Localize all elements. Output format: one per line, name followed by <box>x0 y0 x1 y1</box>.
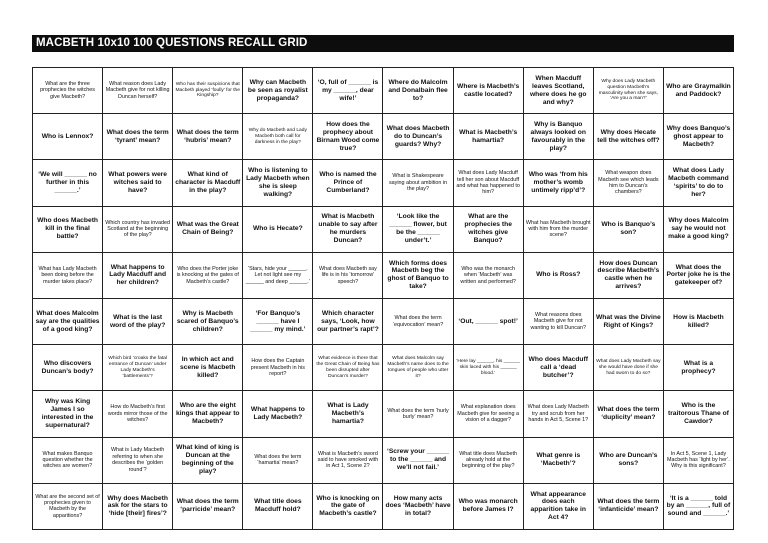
question-cell: What does Lady Macduff tell her son about Macduff and what has happened to him? <box>454 160 524 206</box>
question-cell: What are the three prophecies the witches give Macbeth? <box>33 68 103 114</box>
question-cell: Why does Malcolm say he would not make a good king? <box>664 207 734 253</box>
question-cell: What does the Porter joke he is the gatekeeper of? <box>664 253 734 299</box>
question-cell: How many acts does ‘Macbeth’ have in total? <box>383 484 453 530</box>
question-cell: What does the term ‘parricide’ mean? <box>173 484 243 530</box>
question-cell: In Act 5, Scene 1, Lady Macbeth has ‘light by her’. Why is this significant? <box>664 438 734 484</box>
question-cell: What does Macbeth do to Duncan’s guards? Why? <box>383 114 453 160</box>
question-cell: What does Lady Macbeth command ‘spirits’ to do to her? <box>664 160 734 206</box>
question-cell: What does the term ‘hamartia’ mean? <box>243 438 313 484</box>
question-cell: What does the term ‘duplicity’ mean? <box>594 391 664 437</box>
question-cell: What does the term ‘tyrant’ mean? <box>103 114 173 160</box>
question-cell: Who are the eight kings that appear to Macbeth? <box>173 391 243 437</box>
question-cell: What does Malcolm say are the qualities of a good king? <box>33 299 103 345</box>
question-cell: Why do Macbeth and Lady Macbeth both call for darkness in the play? <box>243 114 313 160</box>
question-cell: What is Macbeth’s sword said to have smoked with in Act 1, Scene 2? <box>313 438 383 484</box>
question-cell: ‘Out, ______ spot!’ <box>454 299 524 345</box>
question-cell: Why can Macbeth be seen as royalist propaganda? <box>243 68 313 114</box>
question-cell: Who is the traitorous Thane of Cawdor? <box>664 391 734 437</box>
question-cell: What does Lady Macbeth try and scrub from her hands in Act 5, Scene 1? <box>524 391 594 437</box>
question-cell: What does the term ‘equivocation’ mean? <box>383 299 453 345</box>
question-cell: How do Macbeth’s first words mirror those of the witches? <box>103 391 173 437</box>
question-cell: What has Macbeth brought with him from the murder scene? <box>524 207 594 253</box>
question-cell: How does the prophecy about Birnam Wood come true? <box>313 114 383 160</box>
question-cell: When Macduff leaves Scotland, where does he go and why? <box>524 68 594 114</box>
question-cell: What appearance does each apparition take in Act 4? <box>524 484 594 530</box>
question-cell: ‘O, full of ______ is my ______, dear wife!’ <box>313 68 383 114</box>
question-cell: Why does Hecate tell the witches off? <box>594 114 664 160</box>
question-cell: Who discovers Duncan’s body? <box>33 345 103 391</box>
question-cell: What is Lady Macbeth referring to when she describes the ‘golden round’? <box>103 438 173 484</box>
question-cell: Who is listening to Lady Macbeth when she is sleep walking? <box>243 160 313 206</box>
question-cell: Which character says, ‘Look, how our partner’s rapt’? <box>313 299 383 345</box>
question-cell: ‘For Banquo’s ______ have I ______ my mind.’ <box>243 299 313 345</box>
question-cell: What does Macbeth say life is in his ‘tomorrow’ speech? <box>313 253 383 299</box>
question-cell: Who are Duncan’s sons? <box>594 438 664 484</box>
question-cell: What was the Great Chain of Being? <box>173 207 243 253</box>
question-cell: Why is Macbeth scared of Banquo’s children? <box>173 299 243 345</box>
question-cell: What is Lady Macbeth’s hamartia? <box>313 391 383 437</box>
question-cell: What is Shakespeare saying about ambition in the play? <box>383 160 453 206</box>
question-cell: What is the last word of the play? <box>103 299 173 345</box>
question-cell: What evidence is there that the Great Chain of Being has been disrupted after Duncan’s murder? <box>313 345 383 391</box>
question-cell: Who is Banquo’s son? <box>594 207 664 253</box>
question-cell: What kind of character is Macduff in the play? <box>173 160 243 206</box>
question-cell: What title does Macbeth already hold at the beginning of the play? <box>454 438 524 484</box>
question-cell: What happens to Lady Macbeth? <box>243 391 313 437</box>
question-cell: Why does Macbeth ask for the stars to ‘hide [their] fires’? <box>103 484 173 530</box>
question-cell: Which bird ‘croaks the fatal entrance of Duncan’ under Lady Macbeth’s ‘battlements’? <box>103 345 173 391</box>
question-cell: Who are Graymalkin and Paddock? <box>664 68 734 114</box>
question-cell: Who is Ross? <box>524 253 594 299</box>
question-cell: What does the term ‘hubris’ mean? <box>173 114 243 160</box>
question-cell: What does the term ‘infanticide’ mean? <box>594 484 664 530</box>
question-cell: What are the second set of prophecies given to Macbeth by the apparitions? <box>33 484 103 530</box>
question-cell: What weapon does Macbeth see which leads him to Duncan’s chambers? <box>594 160 664 206</box>
question-cell: What does the term ‘hurly burly’ mean? <box>383 391 453 437</box>
question-cell: Why was King James I so interested in the supernatural? <box>33 391 103 437</box>
question-cell: Why does Lady Macbeth question Macbeth’s masculinity when she says, ‘Are you a man?’ <box>594 68 664 114</box>
question-cell: Who was the monarch when ‘Macbeth’ was written and performed? <box>454 253 524 299</box>
question-cell: ‘We will ______ no further in this ______.’ <box>33 160 103 206</box>
question-cell: Where is Macbeth’s castle located? <box>454 68 524 114</box>
question-cell: Who does the Porter joke is knocking at the gates of Macbeth’s castle? <box>173 253 243 299</box>
question-cell: What reasons does Macbeth give for not wanting to kill Duncan? <box>524 299 594 345</box>
question-cell: What genre is ‘Macbeth’? <box>524 438 594 484</box>
question-cell: Who has their suspicions that Macbeth played ‘foully’ for the Kingship? <box>173 68 243 114</box>
question-cell: Which forms does Macbeth beg the ghost of Banquo to take? <box>383 253 453 299</box>
question-cell: ‘It is a ______ told by an ______, full of sound and ______.’ <box>664 484 734 530</box>
question-cell: Which country has invaded Scotland at the beginning of the play? <box>103 207 173 253</box>
question-cell: Who was monarch before James I? <box>454 484 524 530</box>
question-cell: Why is Banquo always looked on favourably in the play? <box>524 114 594 160</box>
question-cell: How does the Captain present Macbeth in his report? <box>243 345 313 391</box>
question-cell: Who does Macbeth kill in the final battle? <box>33 207 103 253</box>
question-cell: What is Macbeth unable to say after he murders Duncan? <box>313 207 383 253</box>
question-cell: Who is Lennox? <box>33 114 103 160</box>
question-cell: Who does Macduff call a ‘dead butcher’? <box>524 345 594 391</box>
question-cell: What makes Banquo question whether the witches are women? <box>33 438 103 484</box>
question-cell: What is a prophecy? <box>664 345 734 391</box>
question-cell: What does Lady Macbeth say she would have done if she had sworn to do so? <box>594 345 664 391</box>
question-cell: ‘Here lay ______, his ______ skin laced with his ______ blood.’ <box>454 345 524 391</box>
question-cell: What kind of king is Duncan at the beginning of the play? <box>173 438 243 484</box>
question-cell: Who is knocking on the gate of Macbeth’s castle? <box>313 484 383 530</box>
question-cell: What are the prophecies the witches give Banquo? <box>454 207 524 253</box>
question-grid <box>32 67 734 530</box>
question-cell: ‘Screw your ______ to the ______ and we’ll not fail.’ <box>383 438 453 484</box>
question-cell: In which act and scene is Macbeth killed? <box>173 345 243 391</box>
question-cell: Why does Banquo’s ghost appear to Macbeth? <box>664 114 734 160</box>
question-cell: What is Macbeth’s hamartia? <box>454 114 524 160</box>
question-cell: What has Lady Macbeth been doing before the murder takes place? <box>33 253 103 299</box>
question-cell: What reason does Lady Macbeth give for not killing Duncan herself? <box>103 68 173 114</box>
question-cell: How is Macbeth killed? <box>664 299 734 345</box>
page-title: MACBETH 10x10 100 QUESTIONS RECALL GRID <box>32 35 734 52</box>
question-cell: What title does Macduff hold? <box>243 484 313 530</box>
question-cell: ‘Stars, hide your ______. Let not light see my ______ and deep ______.’ <box>243 253 313 299</box>
question-cell: What powers were witches said to have? <box>103 160 173 206</box>
question-cell: What was the Divine Right of Kings? <box>594 299 664 345</box>
question-cell: What happens to Lady Macduff and her children? <box>103 253 173 299</box>
question-cell: How does Duncan describe Macbeth’s castle when he arrives? <box>594 253 664 299</box>
question-cell: Who is Hecate? <box>243 207 313 253</box>
question-cell: ‘Look like the ______ flower, but be the ______ under’t.’ <box>383 207 453 253</box>
question-cell: Who was ‘from his mother’s womb untimely ripp’d’? <box>524 160 594 206</box>
question-cell: Who is named the Prince of Cumberland? <box>313 160 383 206</box>
question-cell: What explanation does Macbeth give for seeing a vision of a dagger? <box>454 391 524 437</box>
question-cell: What does Malcolm say Macbeth’s name does to the tongues of people who utter it? <box>383 345 453 391</box>
question-cell: Where do Malcolm and Donalbain flee to? <box>383 68 453 114</box>
